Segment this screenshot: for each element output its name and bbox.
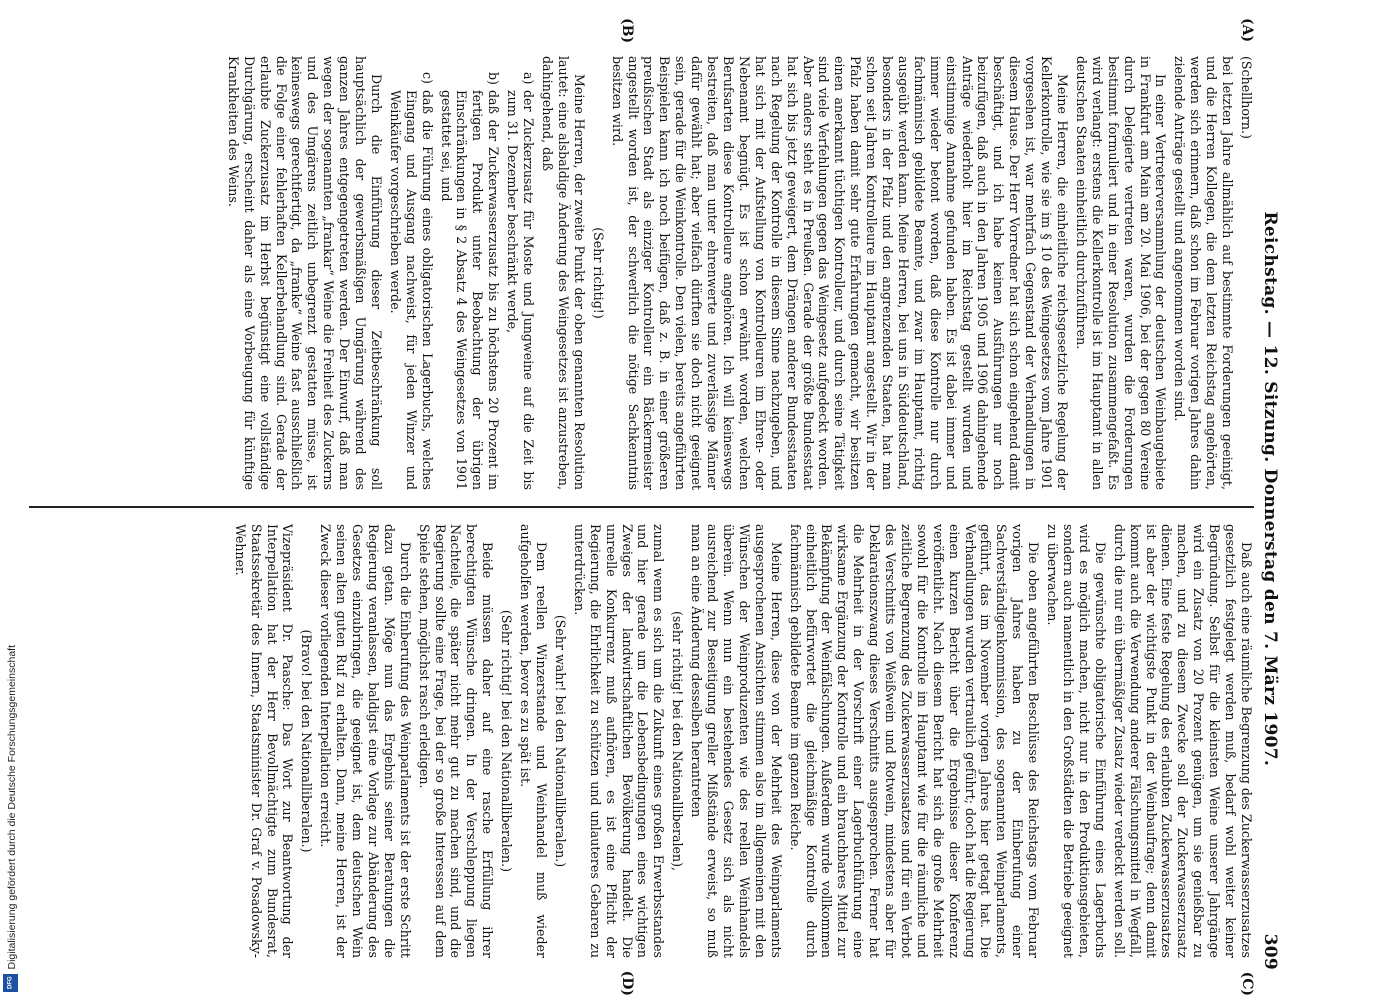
margin-marker-a: (A) — [1239, 18, 1255, 43]
list-item — [438, 56, 502, 490]
list-item-text: daß die Führung eines obligatorischen Lagerbuchs, welches Eingang und Ausgang nachweist, für jeden Winzer und Weinkäufer vorgeschrieben werde. — [387, 90, 435, 490]
margin-marker-d: (D) — [619, 970, 635, 996]
paragraph: Meine Herren, die einheitliche reichsgesetzliche Regelung der Kellerkontrolle, wie sie im § 10 des Weingesetzes vom Jahre 1901 vorgesehen ist, war mehrfach Gegenstand der Verhandlungen in diesem Hause. Der Herr Vorredner hat sich schon eingehend damit beschäftigt, und ich habe keinen Ausführungen nur noch beizufügen, daß auch in den Jahren 1905 und 1906 dahingehende Anträge wiederholt hier im Reichstag gestellt wurden und einstimmige Annahme gefunden haben. Es ist dabei immer und immer wieder betont worden, daß diese Kontrolle nur durch fachmännisch gebildete Beamte, und zwar im Hauptamt, richtig ausgeübt werden kann. Meine Herren, bei uns in Süddeutschland, besonders in der Pfalz und den angrenzenden Staaten, hat man schon seit Jahren Kontrolleure im Hauptamt angestellt. Wir in der Pfalz haben damit sehr gute Erfahrungen gemacht, wir besitzen einen anerkannt tüchtigen Kontrolleur, und durch seine Tätigkeit sind viele Verfehlungen gegen das Weingesetz aufgedeckt worden. Aber anders steht es in Preußen. Gerade der größte Bundesstaat hat sich bis jetzt geweigert, dem Drängen anderer Bundesstaaten nach Regelung der Kontrolle in diesem Sinne nachzugeben, und hat sich mit der Aufstellung von Kontrolleuren im Ehren- oder Nebenamt begnügt. Es ist schon erwähnt worden, welchen Berufsarten diese Kontrolleure angehören. Ich will keineswegs bestreiten, daß man unter ehrenwerte und zuverlässige Männer dafür gewählt hat; aber vielfach dürften sie doch nicht geeignet sein, gerade für die Weinkontrolle. Den vielen, bereits angeführten Beispielen kann ich noch beifügen, daß z. B. in einer größeren preußischen Stadt als einziger Kontrolleur ein Bäckermeister angestellt worden ist, der schwerlich die nötige Sachkenntnis besitzen wird. — [609, 56, 1071, 490]
interjection: (Sehr richtig! bei den Nationalliberalen.) — [499, 609, 515, 873]
paragraph: Dem reellen Winzerstande und Weinhandel muß wieder aufgeholfen werden, bevor es zu spät ist. — [518, 524, 550, 958]
paragraph: Durch die Einberufung des Weinparlaments ist der erste Schritt dazu getan. Möge nun das Ergebnis seiner Beratungen die Regierung veranlassen, baldigst eine Vorlage zur Abänderung des Gesetzes einzubringen, die geeignet ist, dem deutschen Wein seinen alten guten Ruf zu erhalten. Dann, meine Herren, ist der Zweck dieser vorliegenden Interpellation erreicht. — [318, 524, 413, 958]
funding-note: Digitalisierung gefördert durch die Deutsche Forschungsgemeinschaft — [6, 645, 18, 970]
list-item-text: daß der Zuckerwasserzusatz bis zu höchstens 20 Prozent im fertigen Produkt unter Beobachtung der übrigen Einschränkungen in § 2 Absatz 4 des Weingesetzes von 1901 gestattet sei, und — [438, 90, 502, 490]
right-column — [29, 508, 1255, 996]
interjection: (Bravo! bei den Nationalliberalen.) — [299, 629, 315, 853]
paragraph: Daß auch eine räumliche Begrenzung des Zuckerwasserzusatzes gesetzlich festgelegt werden muß, bedarf wohl weiter keiner Begründung. Selbst für die kleinsten Weine unserer Jahrgänge wird ein Zusatz von 20 Prozent genügen, um sie genießbar zu machen, und zu diesem Zwecke soll der Zuckerwasserzusatz dienen. Eine feste Regelung des erlaubten Zuckerwasserzusatzes ist aber der wichtigste Punkt in der Weinbaufrage; denn damit kommt auch die Verwendung anderer Fälschungsmittel in Wegfall, durch die nur ein übermäßiger Zusatz wieder verdeckt werden soll. — [1111, 524, 1254, 958]
text-columns — [29, 18, 1255, 996]
paragraph: Die gewünschte obligatorische Einführung eines Lagerbuchs wird es möglich machen, nicht nur in den Produktionsgebieten, sondern auch namentlich in den Großstädten die Betriebe geeignet zu überwachen. — [1045, 524, 1108, 958]
paragraph: Meine Herren, diese von der Mehrheit des Weinparlaments ausgesprochenen Ansichten stimmen also im allgemeinen mit den Wünschen der Weinproduzenten wie des reellen Weinhandels überein. Wenn nun ein bestehendes Gesetz sich als nicht ausreichend zur Beseitigung greller Mißstände erweist, so muß man an eine Änderung desselben herantreten — [689, 524, 784, 958]
margin-marker-c: (C) — [1239, 971, 1255, 996]
paragraph: bei letzten Jahre allmählich auf bestimmte Forderungen geeinigt, und die Herren Kollegen, die dem letzten Reichstag angehörten, werden sich erinnern, daß schon im Februar vorigen Jahres dahin zielende Anträge gestellt und angenommen worden sind. — [1172, 56, 1236, 490]
speaker-paragraph: Vizepräsident Dr. Paasche: Das Wort zur Beantwortung der Interpellation hat der Herr Bevollmächtigte zum Bundesrat, Staatssekretär des Innern, Staatsminister Dr. Graf v. Posadowsky-Wehner. — [232, 524, 296, 958]
interjection: (Sehr richtig!) — [590, 227, 606, 319]
running-title: Reichstag. — 12. Sitzung. Donnerstag den 7. März 1907. — [1260, 211, 1280, 767]
interjection: (Sehr wahr! bei den Nationalliberalen.) — [552, 614, 568, 868]
page-header — [1254, 40, 1280, 974]
list-marker: a) — [521, 72, 537, 85]
list-item — [504, 56, 536, 490]
paragraph: Durch die Einführung dieser Zeitbeschränkung soll hauptsächlich der gewerbsmäßigen Umgärung während des ganzen Jahres entgegengetreten werden. Der Einwurf, daß man wegen der sogenannten „frankar“ Weine die Freiheit des Zuckerns und des Umgärens zeitlich unbegrenzt gestatten müsse, ist keineswegs gerechtfertigt, da „franke“ Weine fast ausschließlich die Folge einer fehlerhaften Kellerbehandlung sind. Gerade der erlaubte Zuckerzusatz im Herbst begünstigt eine vollständige Durchgärung, erscheint daher als eine Vorbeugung für künftige Krankheiten des Weins. — [225, 56, 384, 490]
dfg-logo: DFG — [3, 974, 18, 992]
list-item — [387, 56, 435, 490]
left-column — [29, 18, 1255, 506]
side-strip — [0, 0, 40, 1000]
list-marker: c) — [419, 72, 435, 84]
page-number: 309 — [1260, 933, 1280, 970]
paragraph: zumal wenn es sich um die Zukunft eines großen Erwerbsstandes und hier gerade um die Lebensbedingungen eines wichtigen Zweiges der landwirtschaftlichen Bevölkerung handelt. Die unreelle Konkurrenz muß aufhören, es ist eine Pflicht der Regierung, die Ehrlichkeit zu schützen und unlauteres Gebaren zu unterdrücken. — [571, 524, 667, 958]
list-item-text: der Zuckerzusatz für Moste und Jungweine auf die Zeit bis zum 31. Dezember beschränkt werde, — [505, 90, 537, 490]
paragraph: Beide müssen daher auf eine rasche Erfüllung ihrer berechtigten Wünsche dringen. In der Verschleppung liegen Nachteile, die später nicht mehr gut zu machen sind, und die Regierung sollte eine Frage, bei der so große Interessen auf dem Spiele stehen, möglichst rasch erledigen. — [416, 524, 496, 958]
margin-marker-b: (B) — [619, 18, 635, 44]
paragraph: Meine Herren, der zweite Punkt der oben genannten Resolution lautet: eine alsbaldige Änderung des Weingesetzes ist anzustreben, dahingehend, daß — [540, 56, 587, 490]
paragraph: (Schellhorn.) — [1239, 56, 1254, 139]
paragraph: Die oben angeführten Beschlüsse des Reichstags vom Februar vorigen Jahres haben zu der Einberufung einer Sachverständigenkommission, des sogenannten Weinparlaments, geführt, das im November vorigen Jahres hier getagt hat. Die Verhandlungen wurden vertraulich geführt; doch hat die Regierung einen kurzen Bericht über die Ergebnisse dieser Konferenz veröffentlicht. Nach diesem Bericht hat sich die große Mehrheit sowohl für die Kontrolle im Hauptamt wie für die räumliche und zeitliche Begrenzung des Zuckerwasserzusatzes und für ein Verbot des Verschnitts von Weißwein und Rotwein, mindestens aber für Deklarationszwang dieses Verschnitts ausgesprochen. Ferner hat die Mehrheit in der Vorschrift einer Lagerbuchführung eine wirksame Ergänzung der Kontrolle und ein brauchbares Mittel zur Bekämpfung der Weinfälschungen. Außerdem wurde vollkommen einheitlich befürwortet die gleichmäßige Kontrolle durch fachmännisch gebildete Beamte im ganzen Reiche. — [787, 524, 1042, 958]
list-marker: b) — [486, 72, 502, 85]
paragraph: In einer Vertreterversammlung der deutschen Weinbaugebiete in Frankfurt am Main am 20. Mai 1906, bei der gegen 80 Vereine durch Delegierte vertreten waren, wurden die Forderungen bestimmt formuliert und in einer Resolution zusammengefaßt. Es wird verlangt: erstens die Kellerkontrolle ist im Hauptamt in allen deutschen Staaten einheitlich durchzuführen. — [1073, 56, 1169, 490]
interjection: (sehr richtig! bei den Nationalliberalen), — [670, 610, 686, 872]
